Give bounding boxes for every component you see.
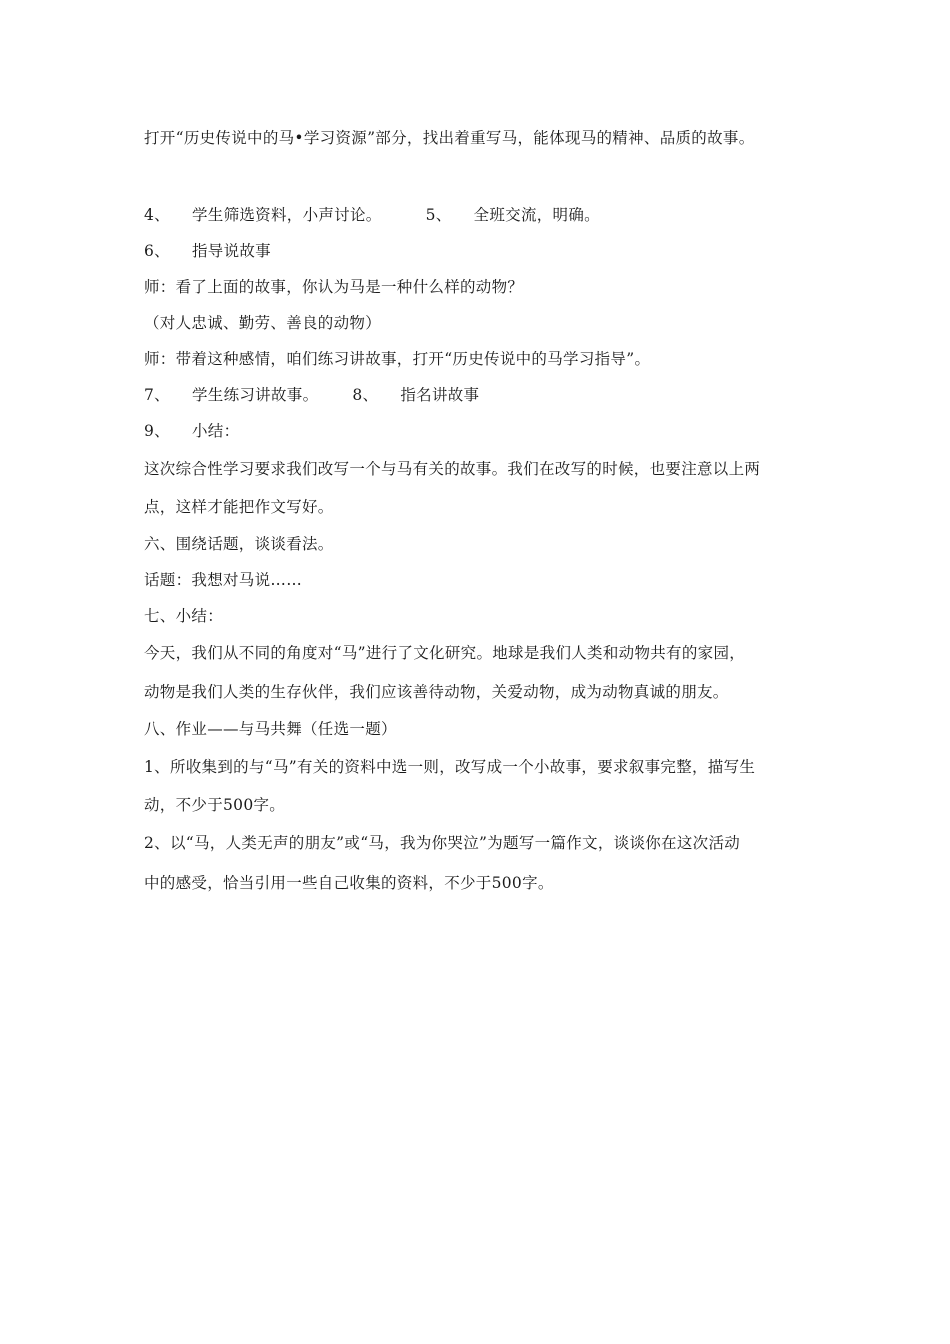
homework-1-line-1 — [144, 757, 755, 777]
conclusion-line-1 — [144, 643, 745, 663]
summary-line-2 — [144, 497, 334, 517]
conclusion-line-2 — [144, 682, 729, 702]
text: 动，不少于500字。 — [144, 796, 286, 814]
text: 话题：我想对马说…… — [144, 571, 303, 589]
step-number: 5、 — [425, 206, 452, 224]
step-9 — [144, 421, 239, 441]
text: 打开“历史传说中的马•学习资源”部分，找出着重写马，能体现马的精神、品质的故事。 — [144, 129, 755, 147]
step-text: 指名讲故事 — [400, 386, 480, 404]
topic-line — [144, 570, 302, 590]
text: 动物是我们人类的生存伙伴，我们应该善待动物，关爱动物，成为动物真诚的朋友。 — [144, 683, 729, 701]
homework-2-line-1 — [144, 833, 740, 853]
text: 1、所收集到的与“马”有关的资料中选一则，改写成一个小故事，要求叙事完整，描写生 — [144, 758, 756, 776]
answer-note — [144, 313, 381, 333]
step-7-8 — [144, 385, 479, 405]
section-8-heading — [144, 719, 397, 739]
step-number: 4、 — [144, 206, 170, 224]
step-number: 8、 — [352, 386, 379, 404]
step-4-5 — [144, 205, 600, 225]
step-text: 全班交流，明确。 — [473, 206, 600, 224]
step-number: 9、 — [144, 422, 170, 440]
paragraph-intro — [144, 128, 755, 148]
text: 八、作业——与马共舞（任选一题） — [144, 720, 397, 738]
text: 中的感受，恰当引用一些自己收集的资料，不少于500字。 — [144, 874, 554, 892]
text: 七、小结： — [144, 607, 224, 625]
homework-2-line-2 — [144, 873, 554, 893]
text: 点，这样才能把作文写好。 — [144, 498, 334, 516]
section-7-heading — [144, 606, 223, 626]
step-text: 小结： — [191, 422, 240, 440]
step-text: 学生练习讲故事。 — [191, 386, 319, 404]
summary-line-1 — [144, 459, 760, 479]
step-text: 指导说故事 — [191, 242, 271, 260]
homework-1-line-2 — [144, 795, 285, 815]
teacher-instruction — [144, 349, 650, 369]
section-6-heading — [144, 534, 334, 554]
step-number: 6、 — [144, 242, 170, 260]
text: （对人忠诚、勤劳、善良的动物） — [144, 314, 382, 332]
text: 六、围绕话题，谈谈看法。 — [144, 535, 334, 553]
step-number: 7、 — [144, 386, 170, 404]
step-text: 学生筛选资料，小声讨论。 — [191, 206, 382, 224]
text: 今天，我们从不同的角度对“马”进行了文化研究。地球是我们人类和动物共有的家园， — [144, 644, 746, 662]
text: 师：看了上面的故事，你认为马是一种什么样的动物？ — [144, 278, 524, 296]
step-6 — [144, 241, 271, 261]
text: 师：带着这种感情，咱们练习讲故事，打开“历史传说中的马学习指导”。 — [144, 350, 651, 368]
text: 2、以“马，人类无声的朋友”或“马，我为你哭泣”为题写一篇作文，谈谈你在这次活动 — [144, 834, 741, 852]
teacher-question — [144, 277, 523, 297]
text: 这次综合性学习要求我们改写一个与马有关的故事。我们在改写的时候，也要注意以上两 — [144, 460, 761, 478]
